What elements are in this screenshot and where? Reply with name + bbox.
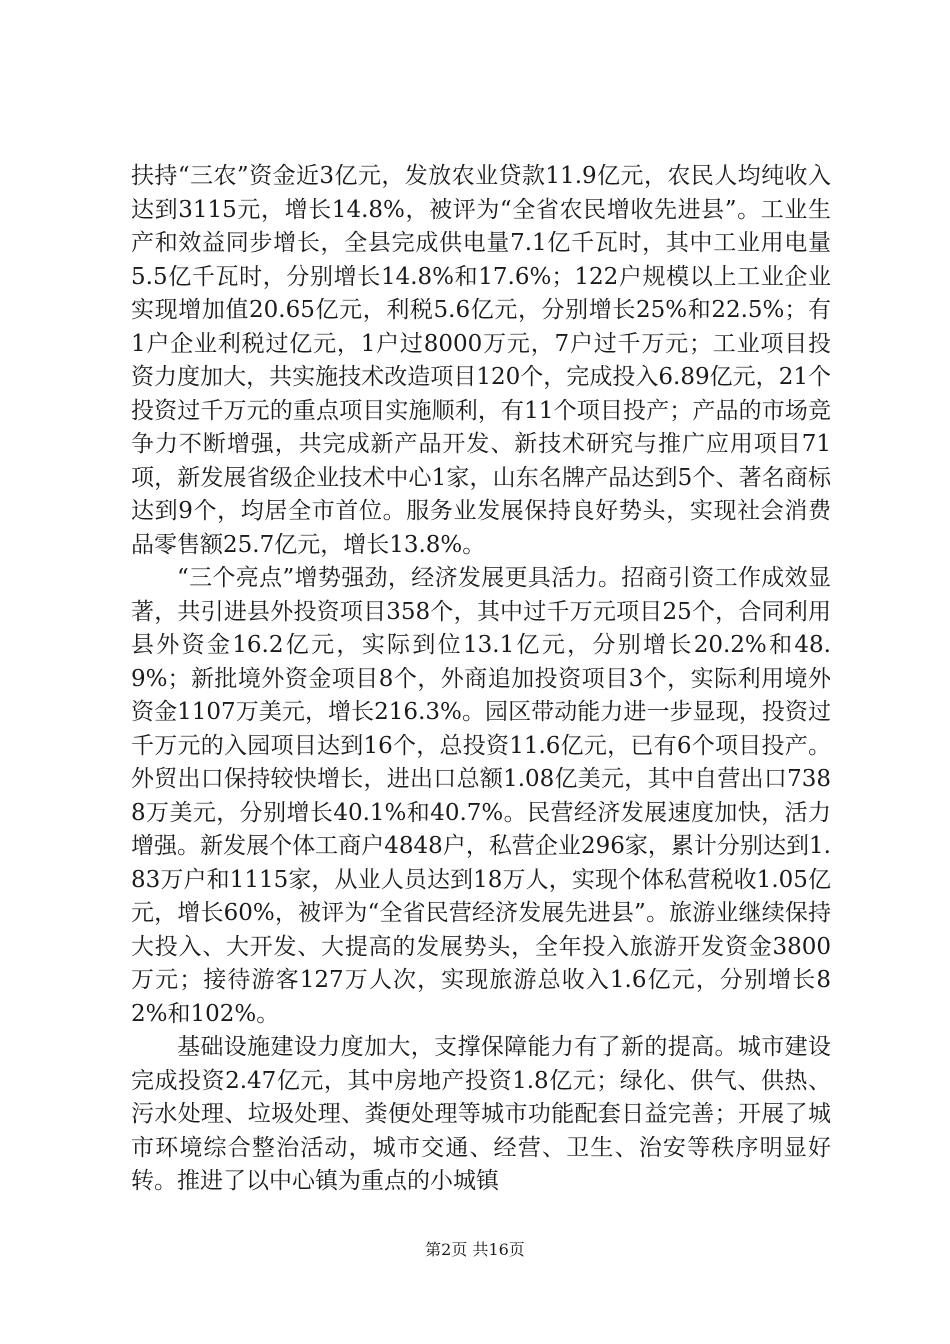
paragraph-2: “三个亮点”增势强劲，经济发展更具活力。招商引资工作成效显著，共引进县外投资项目358个，其中过千万元项目25个，合同利用县外资金16.2亿元，实际到位13.1亿元，分别增长20.2%和48.9%；新批境外资金项目8个，外商追加投资项目3个，实际利用境外资金1107万美元，增长216.3%。园区带动能力进一步显现，投资过千万元的入园项目达到16个，总投资11.6亿元，已有6个项目投产。外贸出口保持较快增长，进出口总额1.08亿美元，其中自营出口7388万美元，分别增长40.1%和40.7%。民营经济发展速度加快，活力增强。新发展个体工商户4848户，私营企业296家，累计分别达到1.83万户和1115家，从业人员达到18万人，实现个体私营税收1.05亿元，增长60%，被评为“全省民营经济发展先进县”。旅游业继续保持大投入、大开发、大提高的发展势头，全年投入旅游开发资金3800万元；接待游客127万人次，实现旅游总收入1.6亿元，分别增长82%和102%。 xyxy=(131,565,831,1027)
paragraph-1: 扶持“三农”资金近3亿元，发放农业贷款11.9亿元，农民人均纯收入达到3115元，增长14.8%，被评为“全省农民增收先进县”。工业生产和效益同步增长，全县完成供电量7.1亿千瓦时，其中工业用电量5.5亿千瓦时，分别增长14.8%和17.6%；122户规模以上工业企业实现增加值20.65亿元，利税5.6亿元，分别增长25%和22.5%；有1户企业利税过亿元，1户过8000万元，7户过千万元；工业项目投资力度加大，共实施技术改造项目120个，完成投入6.89亿元，21个投资过千万元的重点项目实施顺利，有11个项目投产；产品的市场竞争力不断增强，共完成新产品开发、新技术研究与推广应用项目71项，新发展省级企业技术中心1家，山东名牌产品达到5个、著名商标达到9个，均居全市首位。服务业发展保持良好势头，实现社会消费品零售额25.7亿元，增长13.8%。 xyxy=(131,163,831,558)
document-body xyxy=(131,160,831,1199)
paragraph-3: 基础设施建设力度加大，支撑保障能力有了新的提高。城市建设完成投资2.47亿元，其中房地产投资1.8亿元；绿化、供气、供热、污水处理、垃圾处理、粪便处理等城市功能配套日益完善；开展了城市环境综合整治活动，城市交通、经营、卫生、治安等秩序明显好转。推进了以中心镇为重点的小城镇 xyxy=(131,1034,831,1194)
page-number-footer: 第2页 共16页 xyxy=(425,1240,525,1259)
